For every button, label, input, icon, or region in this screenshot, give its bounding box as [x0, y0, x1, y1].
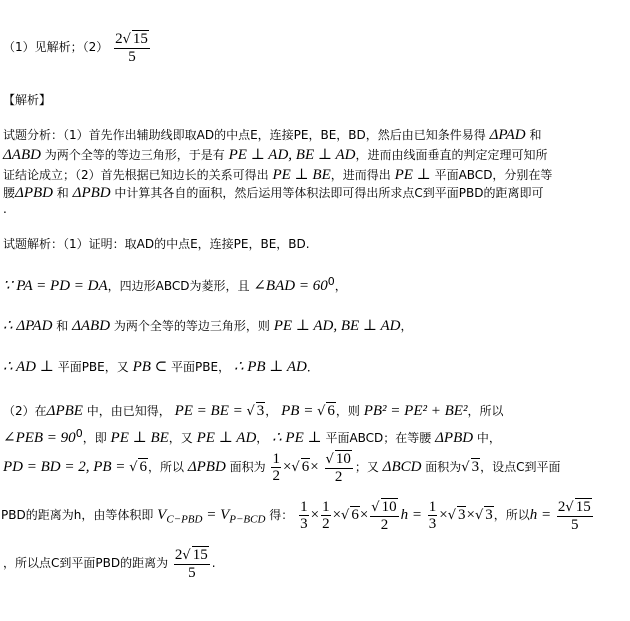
sqrt-sign: √: [122, 32, 131, 47]
solution-line-7: PD = BD = 2, PB = √ 6，所以 ΔPBD 面积为 $\frac{1}{2}$ ×√ 6× $\frac{√ 10}{2}$ ；又 ΔBCD 面积为√ 3，设点C到平面: [3, 451, 561, 485]
solution-line-8: PBD的距离为h，由等体积即 $V_{C-PBD} = V_{P-BCD}$ 得： $\frac{1}{3}$ × $\frac{1}{2}$ ×√ 6× $\frac{√ 10}{2}$ h = $\frac{1}{3}$ ×√ 3×√ 3，所以h = $\frac{2√ 15}{5}$: [1, 499, 591, 533]
analysis-line-1: 试题分析：（1）首先作出辅助线即取AD的中点E，连接PE，BE，BD，然后由已知条件易得 ΔPAD 和: [3, 127, 542, 143]
solution-line-3: ∴ ΔPAD 和 ΔABD 为两个全等的等边三角形，则 PE ⊥ AD, BE ⊥ AD，: [3, 318, 413, 334]
solution-line-4: ∴ AD ⊥ 平面PBE，又 PB ⊂ 平面PBE， ∴ PB ⊥ AD．: [3, 359, 319, 375]
fraction: $\frac{1}{3}$: [300, 499, 308, 532]
fraction: $\frac{1}{2}$: [322, 499, 330, 532]
answer-fraction: $\frac{2√ 15}{5}$: [115, 31, 148, 65]
analysis-line-4: 腰ΔPBD 和 ΔPBD 中计算其各自的面积，然后运用等体积法即可得出所求点C到平面PBD的距离即可: [3, 185, 544, 201]
sqrt-sign: √: [182, 548, 191, 563]
sqrt-sign: √: [341, 508, 350, 523]
solution-line-9: ，所以点C到平面PBD的距离为 $\frac{2√ 15}{5}$ .: [3, 547, 216, 581]
fraction: $\frac{√ 10}{2}$: [325, 451, 351, 485]
sqrt-sign: √: [565, 500, 574, 515]
section-heading: 【解析】: [3, 93, 52, 107]
analysis-line-3: 证结论成立；（2）首先根据已知边长的关系可得出 PE ⊥ BE，进而得出 PE ⊥ 平面ABCD，分别在等: [3, 167, 553, 183]
fraction: $\frac{1}{3}$: [428, 499, 437, 532]
answer-line: [3, 30, 152, 65]
fraction: $\frac{√ 10}{2}$: [371, 499, 397, 533]
answer-text: （1）见解析；（2）: [3, 40, 109, 54]
sqrt-sign: √: [371, 500, 380, 515]
sqrt-sign: √: [325, 452, 334, 467]
sqrt-sign: √: [461, 460, 470, 475]
solution-line-5: （2）在ΔPBE 中，由已知得， PE = BE = √ 3， PB = √ 6，则 PB² = PE² + BE²，所以: [3, 403, 504, 419]
fraction: $\frac{2√ 15}{5}$: [174, 547, 208, 581]
sqrt-sign: √: [129, 460, 138, 475]
solution-line-2: ∵ PA = PD = DA，四边形ABCD为菱形，且 ∠BAD = $60^0$，: [3, 275, 347, 294]
analysis-line-2: ΔABD 为两个全等的等边三角形，于是有 PE ⊥ AD, BE ⊥ AD，进而由线面垂直的判定定理可知所: [3, 147, 548, 163]
sqrt-sign: √: [474, 508, 484, 523]
sqrt-sign: √: [447, 508, 456, 523]
solution-line-6: ∠PEB = $90^0$，即 PE ⊥ BE，又 PE ⊥ AD， ∴ PE ⊥ 平面ABCD；在等腰 ΔPBD 中，: [3, 427, 501, 446]
analysis-line-5: .: [3, 202, 7, 216]
sqrt-sign: √: [317, 404, 326, 419]
solution-line-1: 试题解析：（1）证明：取AD的中点E，连接PE，BE，BD.: [3, 237, 310, 251]
fraction: $\frac{1}{2}$: [272, 451, 280, 484]
sqrt-sign: √: [291, 460, 300, 475]
fraction: $\frac{2√ 15}{5}$: [557, 499, 591, 533]
sqrt-sign: √: [246, 404, 255, 419]
